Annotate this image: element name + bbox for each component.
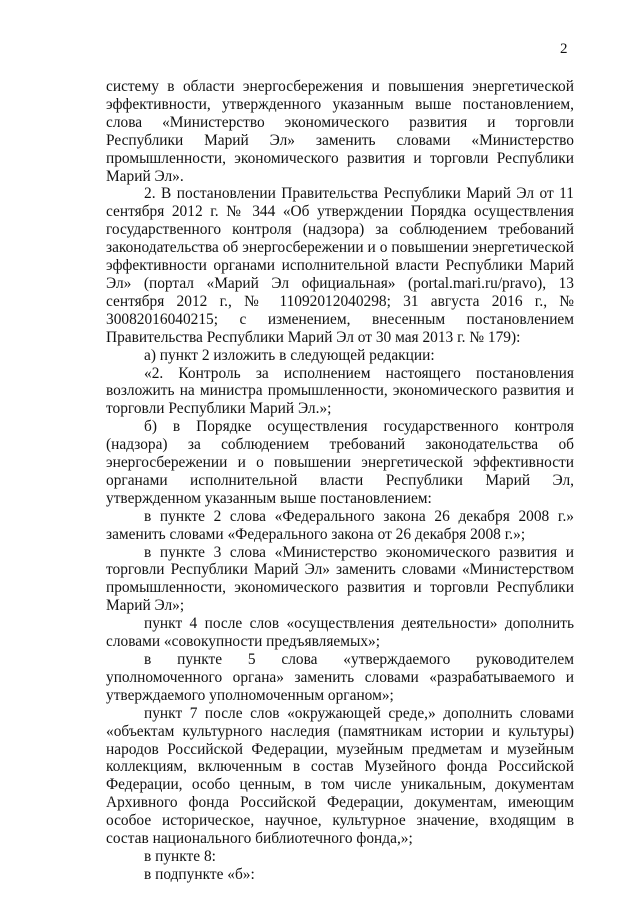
paragraph-point-2: в пункте 2 слова «Федерального закона 26 декабря 2008 г.» заменить словами «Федерального закона от 26 декабря 2008 г.»; — [106, 507, 574, 543]
paragraph-subitem-a: а) пункт 2 изложить в следующей редакции: — [144, 346, 435, 364]
paragraph-point-8: в пункте 8: — [144, 847, 216, 865]
paragraph-point-4: пункт 4 после слов «осуществления деятельности» дополнить словами «совокупности предъявляемых»; — [106, 615, 574, 651]
document-body — [106, 78, 574, 884]
paragraph-subitem-b: б) в Порядке осуществления государственного контроля (надзора) за соблюдением требований законодательства об энергосбережении и о повышении энергетической эффективности органами исполнительной власти Республики Марий Эл, утвержденном указанным выше постановлением: — [106, 418, 574, 507]
paragraph-point-7: пункт 7 после слов «окружающей среде,» дополнить словами «объектам культурного наследия (памятникам истории и культуры) народов Российской Федерации, музейным предметам и музейным коллекциям, включенным в состав Музейного фонда Российской Федерации, особо ценным, в том числе уникальным, документам Архивного фонда Российской Федерации, документам, имеющим особое историческое, научное, культурное значение, входящим в состав национального библиотечного фонда,»; — [106, 704, 574, 848]
paragraph-point-3: в пункте 3 слова «Министерство экономического развития и торговли Республики Марий Эл» заменить словами «Министерством промышленности, экономического развития и торговли Республики Марий Эл»; — [106, 543, 574, 615]
paragraph-item-2: 2. В постановлении Правительства Республики Марий Эл от 11 сентября 2012 г. № 344 «Об утверждении Порядка осуществления государственного контроля (надзора) за соблюдением требований законодательства об энергосбережении и о повышении энергетической эффективности органами исполнительной власти Республики Марий Эл» (портал «Марий Эл официальная» (portal.mari.ru/pravo), 13 сентября 2012 г., № 11092012040298; 31 августа 2016 г., № 30082016040215; с изменением, внесенным постановлением Правительства Республики Марий Эл от 30 мая 2013 г. № 179): — [106, 185, 574, 346]
paragraph-point-5: в пункте 5 слова «утверждаемого руководителем уполномоченного органа» заменить словами «разрабатываемого и утверждаемого уполномоченным органом»; — [106, 651, 574, 704]
page-number: 2 — [560, 41, 568, 57]
paragraph-continuation: систему в области энергосбережения и повышения энергетической эффективности, утвержденного указанным выше постановлением, слова «Министерство экономического развития и торговли Республики Марий Эл» заменить словами «Министерство промышленности, экономического развития и торговли Республики Марий Эл». — [106, 78, 574, 185]
paragraph-quoted-text: «2. Контроль за исполнением настоящего постановления возложить на министра промышленности, экономического развития и торговли Республики Марий Эл.»; — [106, 364, 574, 418]
paragraph-subpoint-b: в подпункте «б»: — [144, 865, 255, 883]
